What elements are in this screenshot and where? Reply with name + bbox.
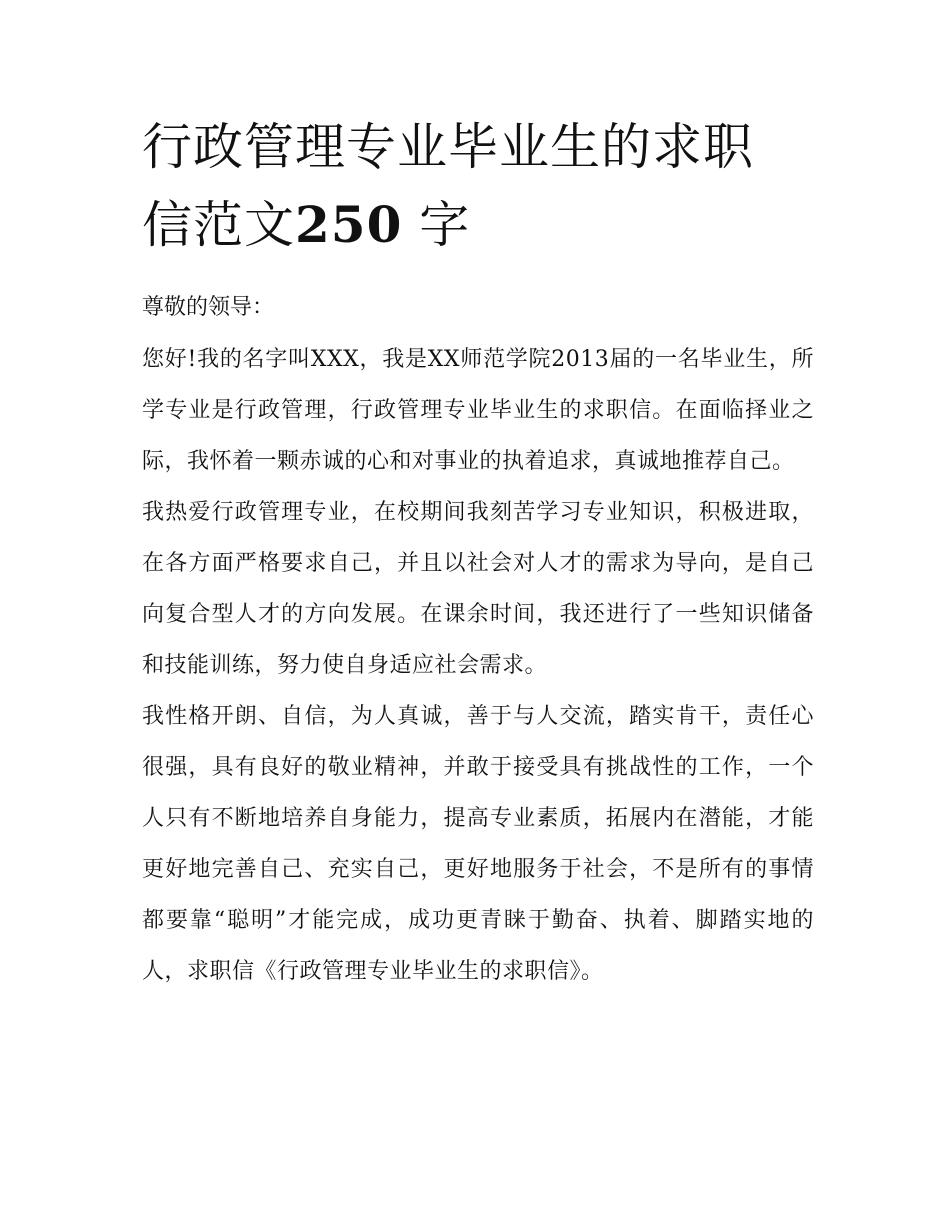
- salutation: 尊敬的领导：: [142, 295, 275, 320]
- title-suffix: 字: [419, 196, 471, 254]
- paragraph-character: 我性格开朗、自信，为人真诚，善于与人交流，踏实肯干，责任心很强，具有良好的敬业精神，并敢于接受具有挑战性的工作，一个人只有不断地培养自身能力，提高专业素质，拓展内在潜能，才能更好地完善自己、充实自己，更好地服务于社会，不是所有的事情都要靠“聪明”才能完成，成功更青睐于勤奋、执着、脚踏实地的人，求职信《行政管理专业毕业生的求职信》。: [142, 704, 814, 984]
- title-text: 行政管理专业毕业生的求职信范文: [142, 118, 754, 254]
- document-title: [142, 108, 802, 264]
- title-number: 250: [295, 195, 403, 254]
- paragraph-intro: 您好!我的名字叫XXX，我是XX师范学院2013届的一名毕业生，所学专业是行政管理，行政管理专业毕业生的求职信。在面临择业之际，我怀着一颗赤诚的心和对事业的执着追求，真诚地推荐自己。: [142, 347, 814, 474]
- paragraph-study: 我热爱行政管理专业，在校期间我刻苦学习专业知识，积极进取，在各方面严格要求自己，并且以社会对人才的需求为导向，是自己向复合型人才的方向发展。在课余时间，我还进行了一些知识储备和技能训练，努力使自身适应社会需求。: [142, 500, 814, 678]
- document-body: [142, 108, 814, 997]
